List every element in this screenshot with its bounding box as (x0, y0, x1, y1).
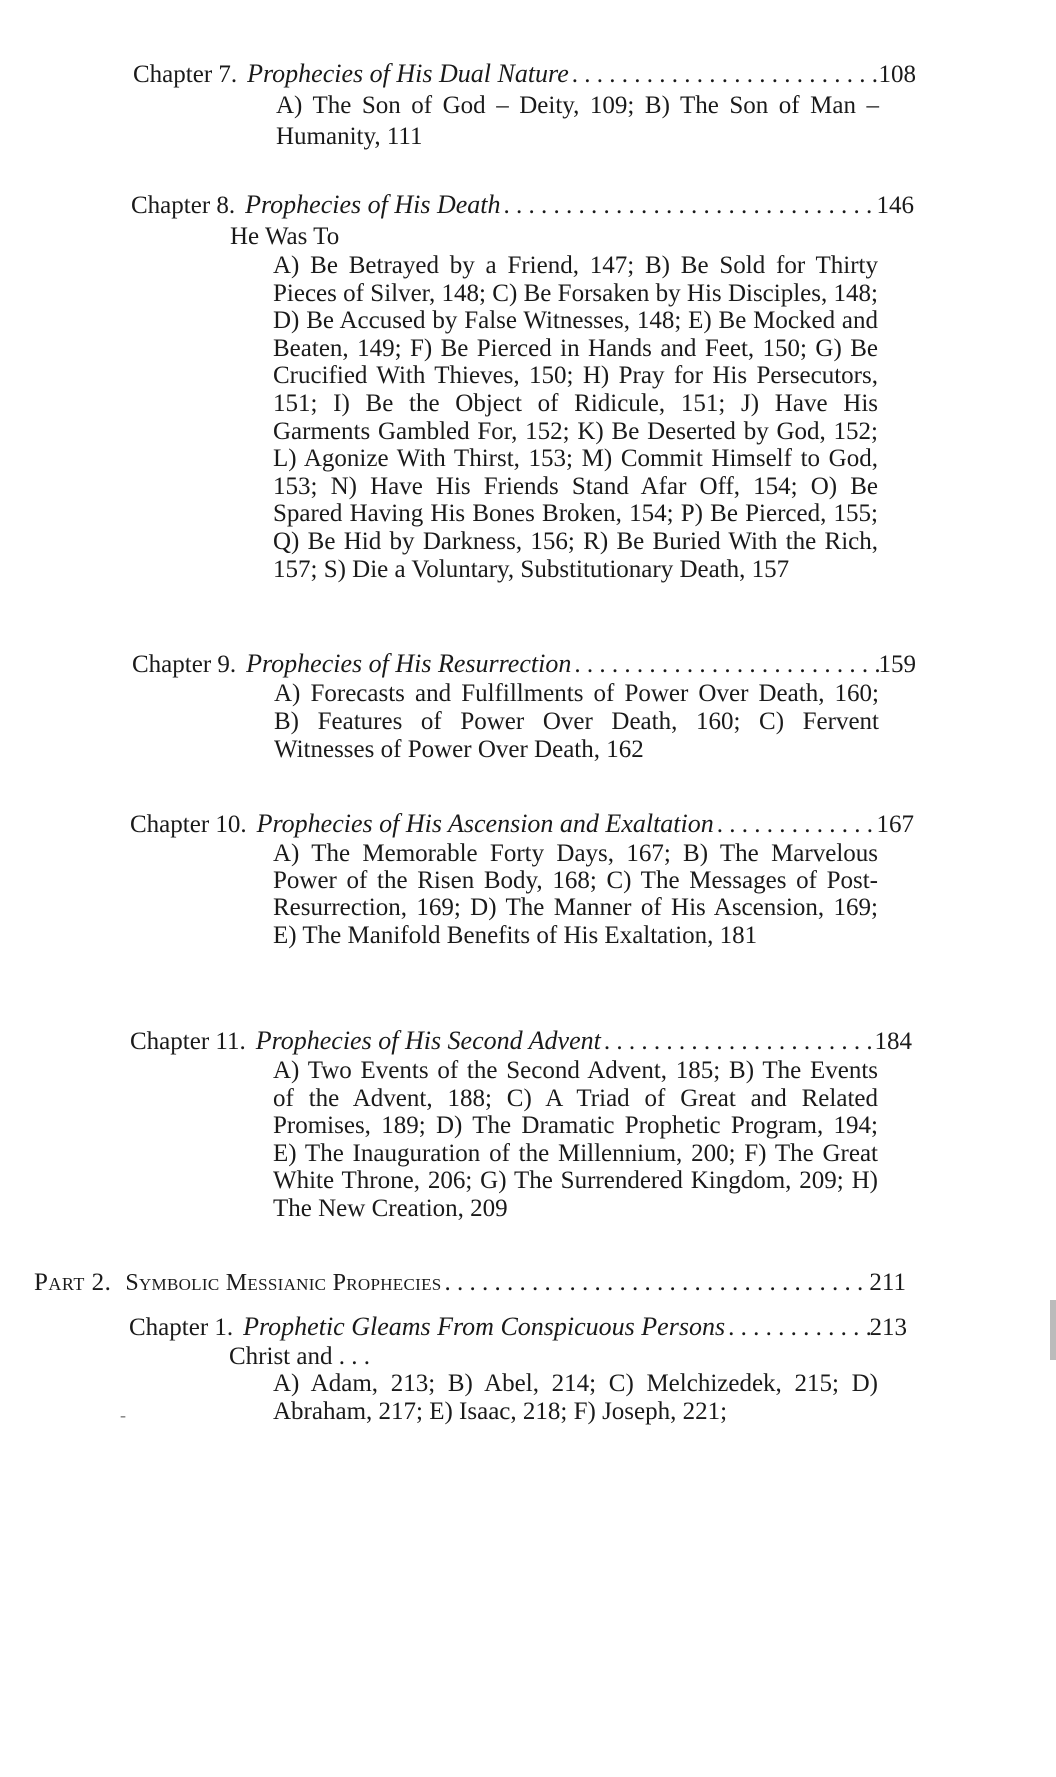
chapter-label: Chapter 9. (132, 651, 237, 678)
chapter-title: Prophecies of His Death (245, 190, 501, 219)
dot-leader (442, 1267, 870, 1298)
page-number: 167 (876, 811, 914, 838)
chapter-subsections: A) The Son of God – Deity, 109; B) The Son of Man – Humanity, 111 (276, 92, 879, 150)
dot-leader (714, 809, 877, 840)
toc-entry-heading (129, 1311, 907, 1343)
chapter-intro: Christ and . . . (229, 1343, 370, 1370)
page-number: 211 (869, 1269, 906, 1296)
chapter-intro: He Was To (230, 223, 340, 250)
chapter-subsections: A) The Memorable Forty Days, 167; B) The Marvelous Power of the Risen Body, 168; C) The Messages of Post-Resurrection, 169; D) The Manner of His Ascension, 169; E) The Manifold Benefits of His Exaltation, 181 (273, 840, 878, 949)
chapter-label: Chapter 1. (129, 1314, 234, 1341)
chapter-label: Chapter 8. (131, 192, 236, 219)
toc-entry-part-2-chapter-1 (129, 1311, 907, 1426)
dot-leader (601, 1026, 875, 1057)
chapter-title: Prophecies of His Dual Nature (247, 59, 569, 88)
dot-leader (501, 190, 877, 221)
chapter-label: Chapter 7. (133, 61, 238, 88)
toc-entry-chapter-9 (132, 648, 916, 764)
dot-leader (569, 59, 879, 90)
toc-entry-heading (132, 648, 916, 680)
stray-mark: - (120, 1405, 126, 1425)
chapter-subsections: A) Adam, 213; B) Abel, 214; C) Melchizedek, 215; D) Abraham, 217; E) Isaac, 218; F) Joseph, 221; (273, 1370, 878, 1425)
part-title: Symbolic Messianic Prophecies (125, 1270, 442, 1296)
chapter-title: Prophetic Gleams From Conspicuous Persons (243, 1312, 726, 1341)
toc-entry-chapter-7 (133, 58, 916, 152)
part-label: Part 2. (34, 1269, 112, 1296)
toc-entry-heading (130, 808, 914, 840)
chapter-subsections: A) Be Betrayed by a Friend, 147; B) Be Sold for Thirty Pieces of Silver, 148; C) Be Forsaken by His Disciples, 148; D) Be Accused by False Witnesses, 148; E) Be Mocked and Beaten, 149; F) Be Pierced in Hands and Feet, 150; G) Be Crucified With Thieves, 150; H) Pray for His Persecutors, 151; I) Be the Object of Ridicule, 151; J) Have His Garments Gambled For, 152; K) Be Deserted by God, 152; L) Agonize With Thirst, 153; M) Commit Himself to God, 153; N) Have His Friends Stand Afar Off, 154; O) Be Spared Having His Bones Broken, 154; P) Be Pierced, 155; Q) Be Hid by Darkness, 156; R) Be Buried With the Rich, 157; S) Die a Voluntary, Substitutionary Death, 157 (273, 252, 878, 583)
chapter-title: Prophecies of His Resurrection (246, 649, 572, 678)
toc-entry-heading (133, 58, 916, 90)
dot-leader (571, 649, 878, 680)
page-number: 108 (878, 61, 916, 88)
chapter-label: Chapter 10. (130, 811, 247, 838)
chapter-title: Prophecies of His Second Advent (255, 1026, 601, 1055)
toc-entry-heading (131, 189, 914, 221)
chapter-subsections: A) Two Events of the Second Advent, 185; B) The Events of the Advent, 188; C) A Triad of Great and Related Promises, 189; D) The Dramatic Prophetic Program, 194; E) The Inauguration of the Millennium, 200; F) The Great White Throne, 206; G) The Surrendered Kingdom, 209; H) The New Creation, 209 (273, 1057, 878, 1222)
toc-entry-chapter-10 (130, 808, 914, 949)
page-number: 213 (869, 1314, 907, 1341)
toc-entry-chapter-11 (130, 1025, 912, 1223)
dot-leader (725, 1312, 869, 1343)
toc-entry-heading (34, 1267, 906, 1299)
chapter-subsections: A) Forecasts and Fulfillments of Power Over Death, 160; B) Features of Power Over Death, 160; C) Fervent Witnesses of Power Over Death, 162 (274, 680, 879, 763)
toc-entry-part-2 (34, 1267, 906, 1299)
page-number: 184 (874, 1028, 912, 1055)
chapter-label: Chapter 11. (130, 1028, 246, 1055)
toc-entry-heading (130, 1025, 912, 1057)
page-number: 159 (878, 651, 916, 678)
toc-entry-chapter-8 (131, 189, 914, 583)
page-number: 146 (876, 192, 914, 219)
chapter-title: Prophecies of His Ascension and Exaltation (256, 809, 714, 838)
page-edge-shadow (1050, 1300, 1056, 1360)
